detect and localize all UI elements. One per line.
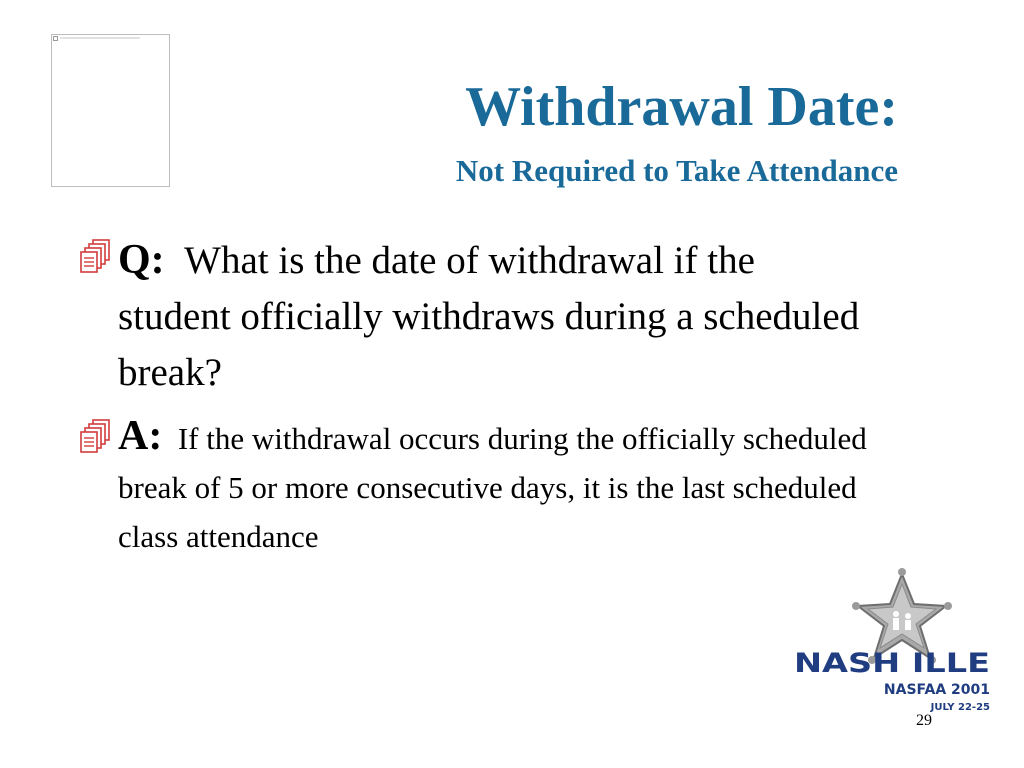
nashville-logo — [786, 566, 998, 716]
stacked-pages-icon — [76, 237, 116, 277]
logo-wordmark: NASH ILLE — [794, 648, 990, 679]
slide-title: Withdrawal Date: — [465, 76, 898, 138]
answer-lead: A: — [118, 413, 163, 459]
placeholder-caption — [60, 37, 140, 39]
question-bullet — [76, 232, 876, 401]
stacked-pages-icon — [76, 417, 116, 457]
question-text: What is the date of withdrawal if the student officially withdraws during a scheduled break? — [118, 239, 860, 394]
answer-text: If the withdrawal occurs during the officially scheduled break of 5 or more consecutive days, it is the last scheduled class attendance — [118, 421, 867, 554]
page-number: 29 — [916, 712, 932, 729]
logo-dates: JULY 22-25 — [930, 702, 990, 713]
image-placeholder — [51, 34, 170, 187]
slide-subtitle: Not Required to Take Attendance — [455, 153, 898, 188]
question-lead: Q: — [118, 237, 165, 283]
answer-bullet — [76, 412, 876, 561]
broken-image-icon — [53, 36, 58, 41]
logo-event: NASFAA 2001 — [883, 682, 990, 698]
